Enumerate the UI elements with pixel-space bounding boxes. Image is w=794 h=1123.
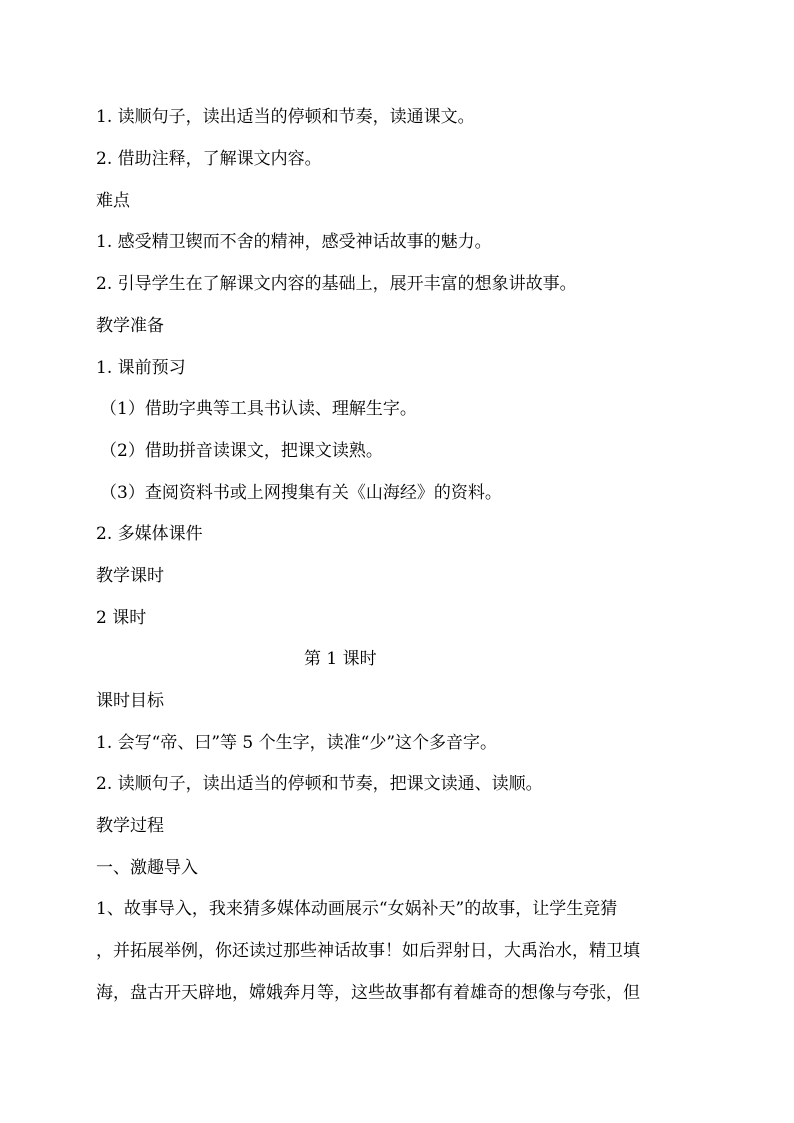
- goal-item-2: 2. 借助注释，了解课文内容。: [96, 149, 322, 169]
- difficulty-item-2: 2. 引导学生在了解课文内容的基础上，展开丰富的想象讲故事。: [96, 274, 577, 294]
- prep-item-1: 1. 课前预习: [96, 358, 186, 378]
- prep-sub-item-2: （2）借助拼音读课文，把课文读熟。: [100, 441, 383, 461]
- goal-item-1: 1. 读顺句子，读出适当的停顿和节奏，读通课文。: [96, 107, 475, 127]
- section-1-heading: 一、激趣导入: [96, 858, 198, 878]
- process-heading: 教学过程: [96, 816, 164, 836]
- hours-heading: 教学课时: [96, 566, 164, 586]
- paragraph-line-2: ，并拓展举例，你还读过那些神话故事！如后羿射日，大禹治水，精卫填: [96, 941, 640, 961]
- prep-sub-item-3: （3）查阅资料书或上网搜集有关《山海经》的资料。: [100, 483, 502, 503]
- hours-value: 2 课时: [96, 608, 147, 628]
- prep-item-2: 2. 多媒体课件: [96, 524, 203, 544]
- paragraph-line-3: 海，盘古开天辟地，嫦娥奔月等，这些故事都有着雄奇的想像与夸张，但: [96, 983, 640, 1003]
- prep-sub-item-1: （1）借助字典等工具书认读、理解生字。: [100, 399, 417, 419]
- lesson-title: 第 1 课时: [304, 649, 377, 669]
- difficulty-item-1: 1. 感受精卫锲而不舍的精神，感受神话故事的魅力。: [96, 232, 492, 252]
- paragraph-line-1: 1、故事导入，我来猜多媒体动画展示“女娲补天”的故事，让学生竞猜: [96, 899, 618, 919]
- difficulty-heading: 难点: [96, 191, 130, 211]
- lesson-goal-item-2: 2. 读顺句子，读出适当的停顿和节奏，把课文读通、读顺。: [96, 774, 543, 794]
- lesson-goal-item-1: 1. 会写“帝、曰”等 5 个生字，读准“少”这个多音字。: [96, 733, 498, 753]
- lesson-goal-heading: 课时目标: [96, 691, 164, 711]
- prep-heading: 教学准备: [96, 316, 164, 336]
